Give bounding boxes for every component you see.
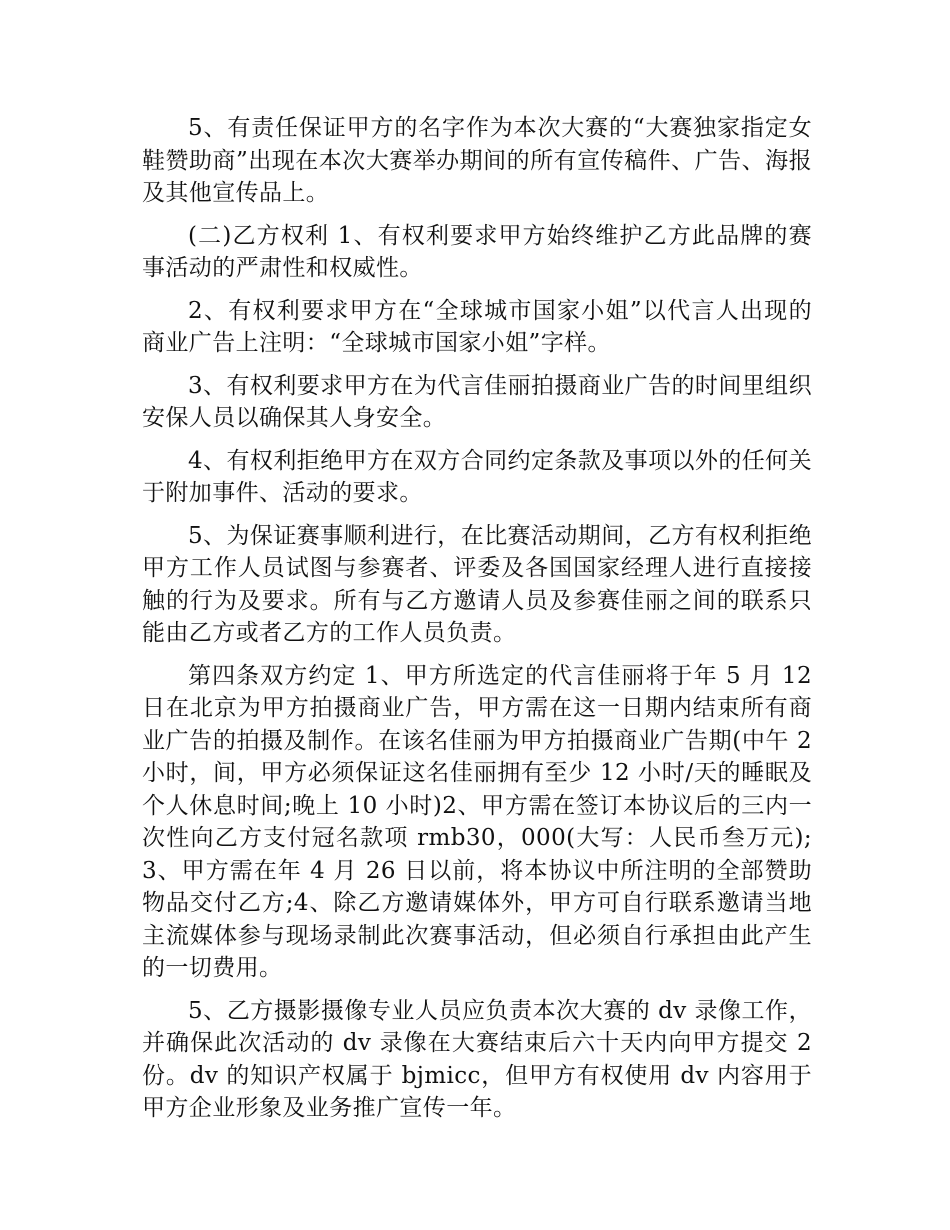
paragraph-party-b-rights-5: 5、为保证赛事顺利进行，在比赛活动期间，乙方有权利拒绝甲方工作人员试图与参赛者、评委及各国国家经理人进行直接接触的行为及要求。所有与乙方邀请人员及参赛佳丽之间的联系只能由乙方或者乙方的工作人员负责。 — [142, 522, 812, 646]
paragraph-party-b-rights-2: 2、有权利要求甲方在“全球城市国家小姐”以代言人出现的商业广告上注明：“全球城市国家小姐”字样。 — [142, 297, 812, 356]
paragraph-party-b-rights-4: 4、有权利拒绝甲方在双方合同约定条款及事项以外的任何关于附加事件、活动的要求。 — [142, 447, 812, 506]
paragraph-article-4-item-5: 5、乙方摄影摄像专业人员应负责本次大赛的 dv 录像工作，并确保此次活动的 dv 录像在大赛结束后六十天内向甲方提交 2 份。dv 的知识产权属于 bjmicc，但甲方有权使用 dv 内容用于甲方企业形象及业务推广宣传一年。 — [142, 997, 812, 1121]
paragraph-party-b-rights-3: 3、有权利要求甲方在为代言佳丽拍摄商业广告的时间里组织安保人员以确保其人身安全。 — [142, 372, 812, 431]
paragraph-party-b-rights-1: (二)乙方权利 1、有权利要求甲方始终维护乙方此品牌的赛事活动的严肃性和权威性。 — [142, 222, 812, 281]
document-body — [142, 112, 812, 1135]
paragraph-article-4-agreement: 第四条双方约定 1、甲方所选定的代言佳丽将于年 5 月 12 日在北京为甲方拍摄商业广告，甲方需在这一日期内结束所有商业广告的拍摄及制作。在该名佳丽为甲方拍摄商业广告期(中午 2 小时，间，甲方必须保证这名佳丽拥有至少 12 小时/天的睡眠及个人休息时间;晚上 10 小时)2、甲方需在签订本协议后的三内一次性向乙方支付冠名款项 rmb30，000(大写：人民币叁万元);3、甲方需在年 4 月 26 日以前，将本协议中所注明的全部赞助物品交付乙方;4、除乙方邀请媒体外，甲方可自行联系邀请当地主流媒体参与现场录制此次赛事活动，但必须自行承担由此产生的一切费用。 — [142, 662, 812, 981]
paragraph-clause-5-sponsor-name: 5、有责任保证甲方的名字作为本次大赛的“大赛独家指定女鞋赞助商”出现在本次大赛举办期间的所有宣传稿件、广告、海报及其他宣传品上。 — [142, 115, 812, 206]
